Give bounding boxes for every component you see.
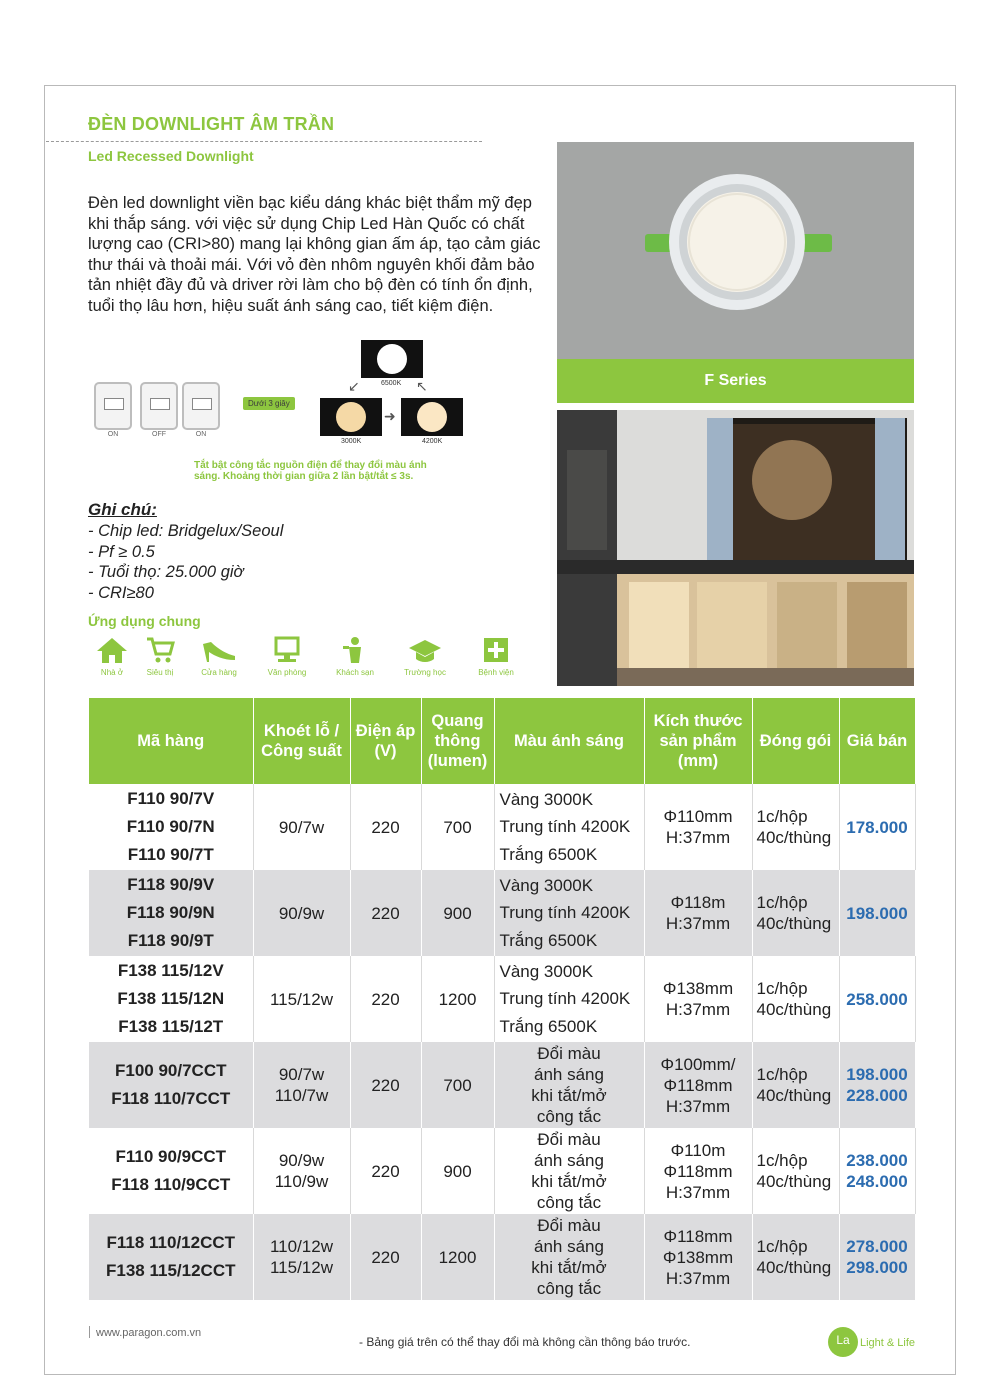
cell-pack: 1c/hộp 40c/thùng [752,1214,839,1300]
product-photo [557,142,914,359]
applications-heading: Ứng dụng chung [88,613,201,629]
cell-color: Vàng 3000K Trung tính 4200K Trắng 6500K [494,956,644,1042]
cell-size: Φ100mm/ Φ118mm H:37mm [644,1042,752,1128]
cell-code: F110 90/7V F110 90/7N F110 90/7T [89,784,253,870]
cell-price: 178.000 [839,784,915,870]
hospital-cross-icon [482,636,510,664]
cell-lumen: 1200 [421,956,494,1042]
price-table [89,698,916,1300]
cell-size: Φ110m Φ118mm H:37mm [644,1128,752,1214]
table-row [89,1214,915,1300]
app-label: Khách sạn [336,668,374,677]
cell-cutout: 90/7w [253,784,350,870]
arrow-up-left-icon: ↖ [416,378,428,394]
cell-pack: 1c/hộp 40c/thùng [752,1128,839,1214]
col-header-voltage: Điện áp (V) [350,698,421,784]
col-header-lumen: Quang thông (lumen) [421,698,494,784]
switch-on-icon [182,382,220,430]
app-school [395,636,455,677]
table-row [89,784,915,870]
table-row [89,956,915,1042]
app-label: Cửa hàng [201,668,237,677]
brand-logo-text: Light & Life [860,1337,916,1349]
cell-price: 258.000 [839,956,915,1042]
temp-label: 3000K [341,438,362,445]
cell-lumen: 700 [421,1042,494,1128]
footer-disclaimer: - Bảng giá trên có thể thay đổi mà không cần thông báo trước. [359,1335,691,1349]
table-row [89,1128,915,1214]
notes-list [88,521,283,603]
cell-color: Đổi màu ánh sáng khi tắt/mở công tắc [494,1214,644,1300]
cell-voltage: 220 [350,956,421,1042]
note-item: - Tuổi thọ: 25.000 giờ [88,563,244,581]
cell-pack: 1c/hộp 40c/thùng [752,784,839,870]
switch-on-icon [94,382,132,430]
col-header-cutout: Khoét lỗ / Công suất [253,698,350,784]
col-header-color: Màu ánh sáng [494,698,644,784]
cell-voltage: 220 [350,1128,421,1214]
cell-size: Φ118mm Φ138mm H:37mm [644,1214,752,1300]
cell-lumen: 700 [421,784,494,870]
cell-cutout: 90/7w 110/7w [253,1042,350,1128]
computer-icon [272,636,302,664]
product-description: Đèn led downlight viền bạc kiểu dáng khác biệt thẩm mỹ đẹp khi thắp sáng. với việc sử dụng Chip Led Hàn Quốc có chất lượng cao (CRI>80) mang lại không gian ấm áp, tạo cảm giác thư thái và thoải mái. Với vỏ đèn nhôm nguyên khối đảm bảo tản nhiệt đầy đủ và driver rời làm cho bộ đèn có tính ổn định, tuổi thọ lâu hơn, hiệu suất ánh sáng cao, tiết kiệm điện. [88,194,541,315]
cell-price: 238.000 248.000 [839,1128,915,1214]
page-title: ĐÈN DOWNLIGHT ÂM TRẦN [88,114,335,134]
interior-photo [557,410,914,686]
title-divider [46,141,482,142]
notes-heading: Ghi chú: [88,500,157,519]
temp-label: 6500K [381,380,402,387]
house-icon [95,636,129,664]
cell-voltage: 220 [350,1214,421,1300]
table-header-row [89,698,915,784]
cell-color: Vàng 3000K Trung tính 4200K Trắng 6500K [494,870,644,956]
graduation-cap-icon [407,636,443,664]
cell-size: Φ118m H:37mm [644,870,752,956]
downlight-illustration [557,142,914,359]
cell-voltage: 220 [350,870,421,956]
bellboy-icon [343,636,367,664]
cell-code: F138 115/12V F138 115/12N F138 115/12T [89,956,253,1042]
switch-note: Tắt bật công tắc nguồn điện để thay đổi màu ánh sáng. Khoảng thời gian giữa 2 lần bật/tắt ≤ 3s. [194,460,427,482]
cell-price: 198.000 [839,870,915,956]
cell-cutout: 115/12w [253,956,350,1042]
app-label: Bệnh viện [478,668,514,677]
col-header-code: Mã hàng [89,698,253,784]
col-header-pack: Đóng gói [752,698,839,784]
color-6500k-swatch [361,340,423,378]
switch-label: OFF [152,431,166,438]
cell-code: F118 90/9V F118 90/9N F118 90/9T [89,870,253,956]
color-4200k-swatch [401,398,463,436]
col-header-price: Giá bán [839,698,915,784]
note-item: - Pf ≥ 0.5 [88,542,155,561]
app-store [189,636,249,677]
app-label: Văn phòng [267,668,307,677]
temp-label: 4200K [422,438,443,445]
switch-label: ON [195,431,207,438]
app-hospital [466,636,526,677]
arrow-right-icon: ➜ [384,408,396,424]
app-label: Siêu thị [146,668,174,677]
cell-lumen: 1200 [421,1214,494,1300]
switch-off-icon [140,382,178,430]
shoe-icon [201,636,237,664]
cell-color: Vàng 3000K Trung tính 4200K Trắng 6500K [494,784,644,870]
footer-divider [89,1326,90,1338]
cell-code: F118 110/12CCT F138 115/12CCT [89,1214,253,1300]
switch-diagram [88,340,488,500]
table-row [89,870,915,956]
cell-pack: 1c/hộp 40c/thùng [752,870,839,956]
note-item: - Chip led: Bridgelux/Seoul [88,522,284,540]
app-label: Nhà ở [100,668,124,677]
cell-cutout: 90/9w 110/9w [253,1128,350,1214]
cell-voltage: 220 [350,1042,421,1128]
app-hotel [325,636,385,677]
brand-logo-icon: La [828,1327,858,1357]
time-badge: Dưới 3 giây [243,397,295,410]
cell-size: Φ110mm H:37mm [644,784,752,870]
app-label: Trường học [404,668,446,677]
cell-lumen: 900 [421,1128,494,1214]
cell-code: F110 90/9CCT F118 110/9CCT [89,1128,253,1214]
app-supermarket [130,636,190,677]
cart-icon [145,636,175,664]
cell-color: Đổi màu ánh sáng khi tắt/mở công tắc [494,1042,644,1128]
cell-cutout: 110/12w 115/12w [253,1214,350,1300]
cell-cutout: 90/9w [253,870,350,956]
applications-row [82,636,532,686]
color-3000k-swatch [320,398,382,436]
series-label: F Series [557,359,914,403]
arrow-down-left-icon: ↙ [348,378,360,394]
interior-illustration [557,410,914,686]
cell-lumen: 900 [421,870,494,956]
table-row [89,1042,915,1128]
footer-website[interactable]: www.paragon.com.vn [96,1327,202,1339]
switch-label: ON [107,431,119,438]
cell-pack: 1c/hộp 40c/thùng [752,1042,839,1128]
page-subtitle: Led Recessed Downlight [88,148,254,164]
cell-code: F100 90/7CCT F118 110/7CCT [89,1042,253,1128]
cell-color: Đổi màu ánh sáng khi tắt/mở công tắc [494,1128,644,1214]
cell-price: 278.000 298.000 [839,1214,915,1300]
cell-pack: 1c/hộp 40c/thùng [752,956,839,1042]
cell-size: Φ138mm H:37mm [644,956,752,1042]
app-office [257,636,317,677]
cell-voltage: 220 [350,784,421,870]
note-item: - CRI≥80 [88,583,154,602]
col-header-size: Kích thước sản phẩm (mm) [644,698,752,784]
cell-price: 198.000 228.000 [839,1042,915,1128]
